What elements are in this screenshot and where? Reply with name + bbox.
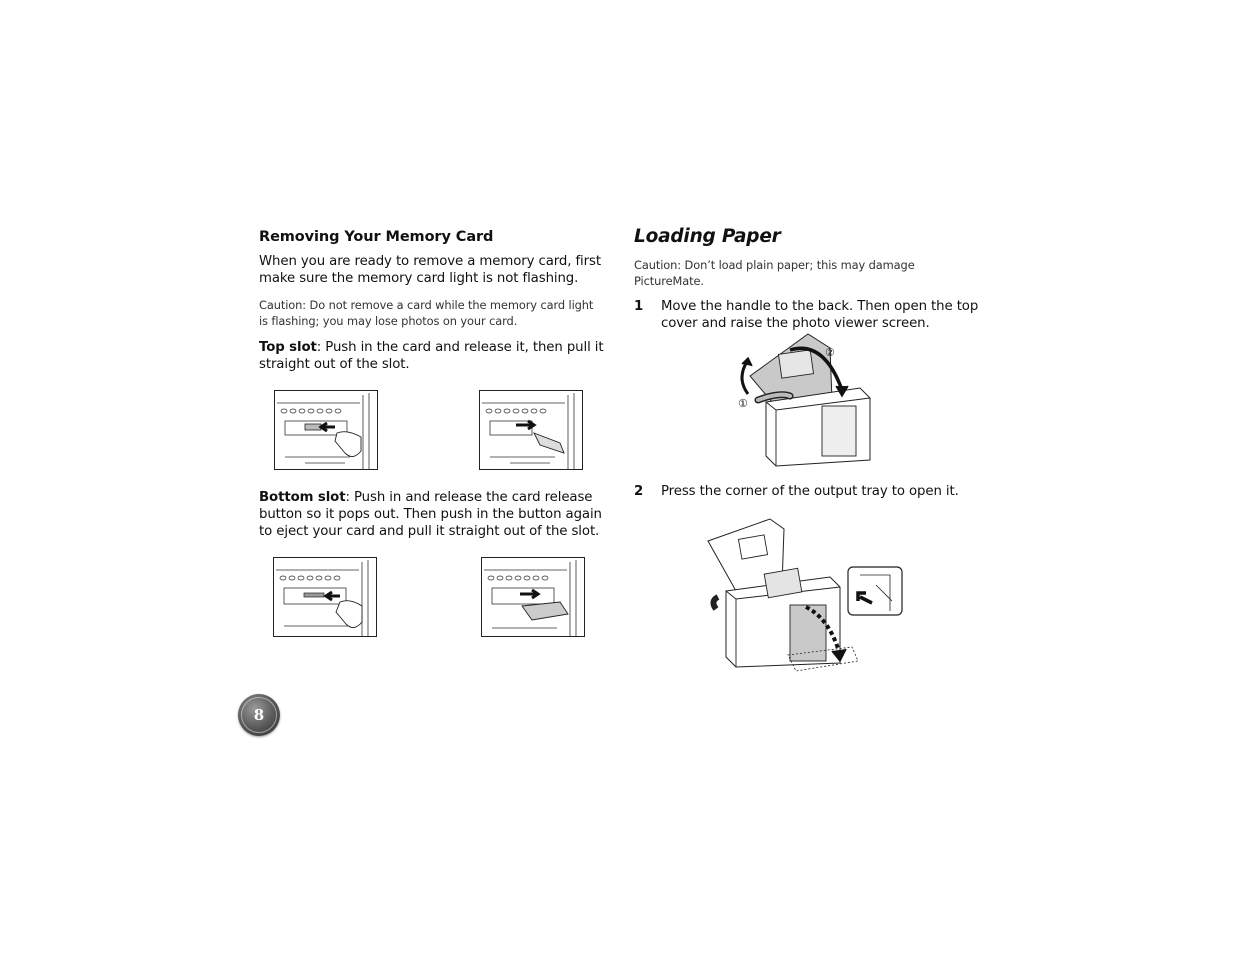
right-column (634, 226, 984, 332)
step-number: 1 (634, 299, 644, 314)
bottom-slot-paragraph (259, 489, 604, 540)
top-slot-paragraph (259, 339, 604, 373)
top-slot-push-illustration (274, 390, 378, 470)
section-heading-removing-card: Removing Your Memory Card (259, 229, 494, 245)
printer-open-cover-illustration (730, 330, 880, 474)
step-2 (634, 483, 1011, 500)
top-slot-pull-illustration (479, 390, 583, 470)
left-column (259, 226, 604, 383)
callout-2: ② (825, 346, 835, 359)
step-text: Press the corner of the output tray to open it. (661, 484, 959, 499)
caution-plain-paper: Caution: Don’t load plain paper; this may damage PictureMate. (634, 258, 915, 288)
bottom-slot-push-illustration (273, 557, 377, 637)
step-text: Move the handle to the back. Then open the top cover and raise the photo viewer screen. (661, 299, 979, 331)
top-slot-label: Top slot (259, 340, 317, 355)
intro-paragraph: When you are ready to remove a memory card, first make sure the memory card light is not flashing. (259, 254, 601, 286)
step-number: 2 (634, 484, 644, 499)
printer-output-tray-illustration (700, 515, 910, 679)
page-number-badge: 8 (238, 694, 280, 736)
bottom-slot-block (259, 489, 604, 550)
bottom-slot-pull-illustration (481, 557, 585, 637)
top-slot-text: : Push in the card and release it, then pull it straight out of the slot. (259, 340, 604, 372)
bottom-slot-text: : Push in and release the card release button so it pops out. Then push in the button again to eject your card and pull it straight out of the slot. (259, 490, 602, 539)
caution-remove-card: Caution: Do not remove a card while the memory card light is flashing; you may lose photos on your card. (259, 298, 594, 328)
step-1 (634, 298, 984, 332)
callout-1: ① (738, 397, 748, 410)
bottom-slot-label: Bottom slot (259, 490, 346, 505)
section-heading-loading-paper: Loading Paper (634, 226, 781, 247)
